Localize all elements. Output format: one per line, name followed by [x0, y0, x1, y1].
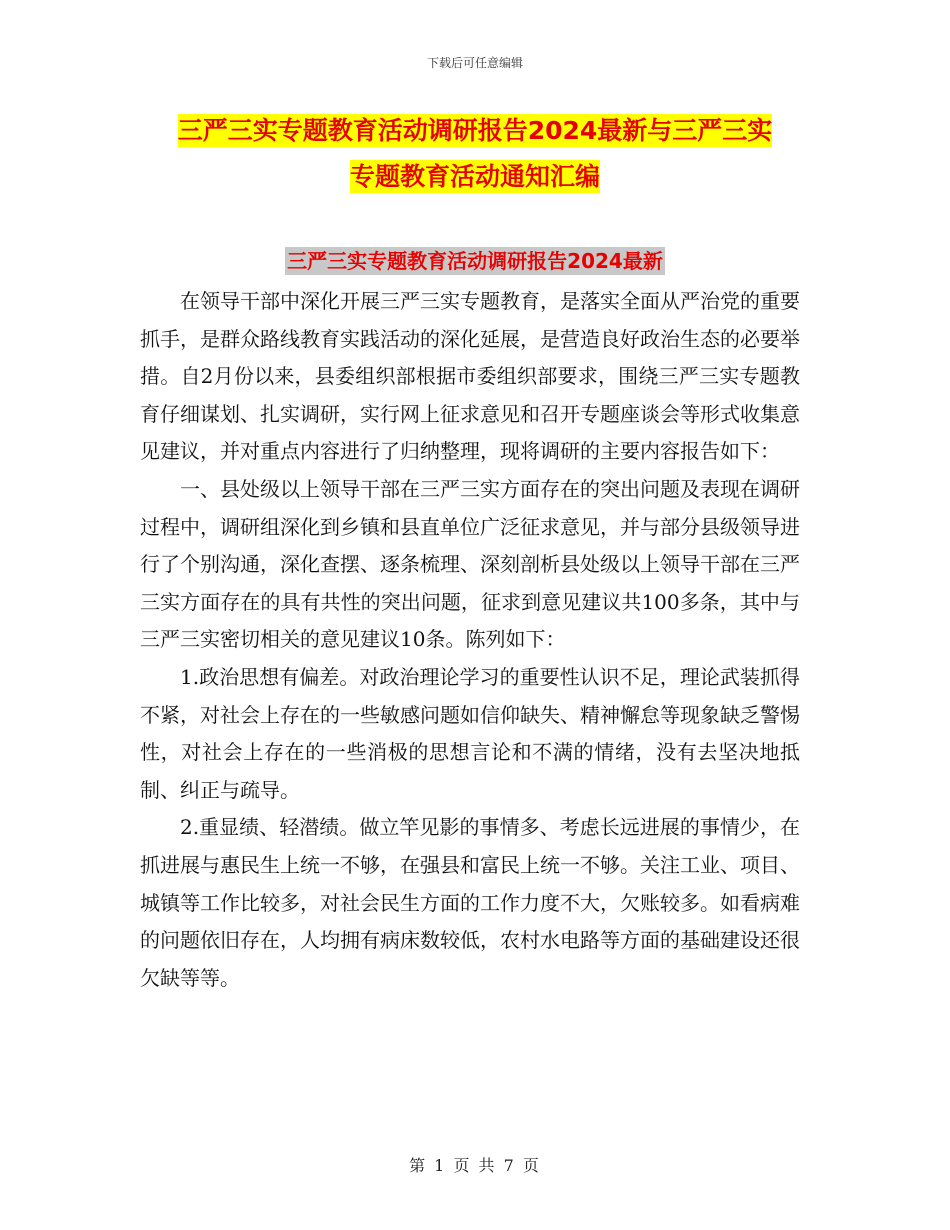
- section-heading: [0, 245, 950, 274]
- document-body: [140, 283, 800, 997]
- document-title-line-2: 专题教育活动通知汇编: [349, 162, 600, 191]
- page-footer: 第 1 页 共 7 页: [409, 1156, 541, 1175]
- paragraph: 2.重显绩、轻潜绩。做立竿见影的事情多、考虑长远进展的事情少，在抓进展与惠民生上统一不够，在强县和富民上统一不够。关注工业、项目、城镇等工作比较多，对社会民生方面的工作力度不大，欠账较多。如看病难的问题依旧存在，人均拥有病床数较低，农村水电路等方面的基础建设还很欠缺等等。: [140, 815, 800, 990]
- document-title-line-1: 三严三实专题教育活动调研报告2024最新与三严三实: [177, 116, 773, 145]
- section-heading-text: 三严三实专题教育活动调研报告2024最新: [287, 249, 663, 273]
- page-header: 下载后可任意编辑: [426, 56, 523, 70]
- paragraph: 在领导干部中深化开展三严三实专题教育，是落实全面从严治党的重要抓手，是群众路线教育实践活动的深化延展，是营造良好政治生态的必要举措。自2月份以来，县委组织部根据市委组织部要求，围绕三严三实专题教育仔细谋划、扎实调研，实行网上征求意见和召开专题座谈会等形式收集意见建议，并对重点内容进行了归纳整理，现将调研的主要内容报告如下：: [140, 289, 800, 464]
- paragraph: 一、县处级以上领导干部在三严三实方面存在的突出问题及表现在调研过程中，调研组深化到乡镇和县直单位广泛征求意见，并与部分县级领导进行了个别沟通，深化查摆、逐条梳理、深刻剖析县处级以上领导干部在三严三实方面存在的具有共性的突出问题，征求到意见建议共100多条，其中与三严三实密切相关的意见建议10条。陈列如下：: [140, 476, 800, 652]
- document-title: [120, 108, 830, 200]
- paragraph: 1.政治思想有偏差。对政治理论学习的重要性认识不足，理论武装抓得不紧，对社会上存在的一些敏感问题如信仰缺失、精神懈怠等现象缺乏警惕性，对社会上存在的一些消极的思想言论和不满的情绪，没有去坚决地抵制、纠正与疏导。: [140, 664, 800, 802]
